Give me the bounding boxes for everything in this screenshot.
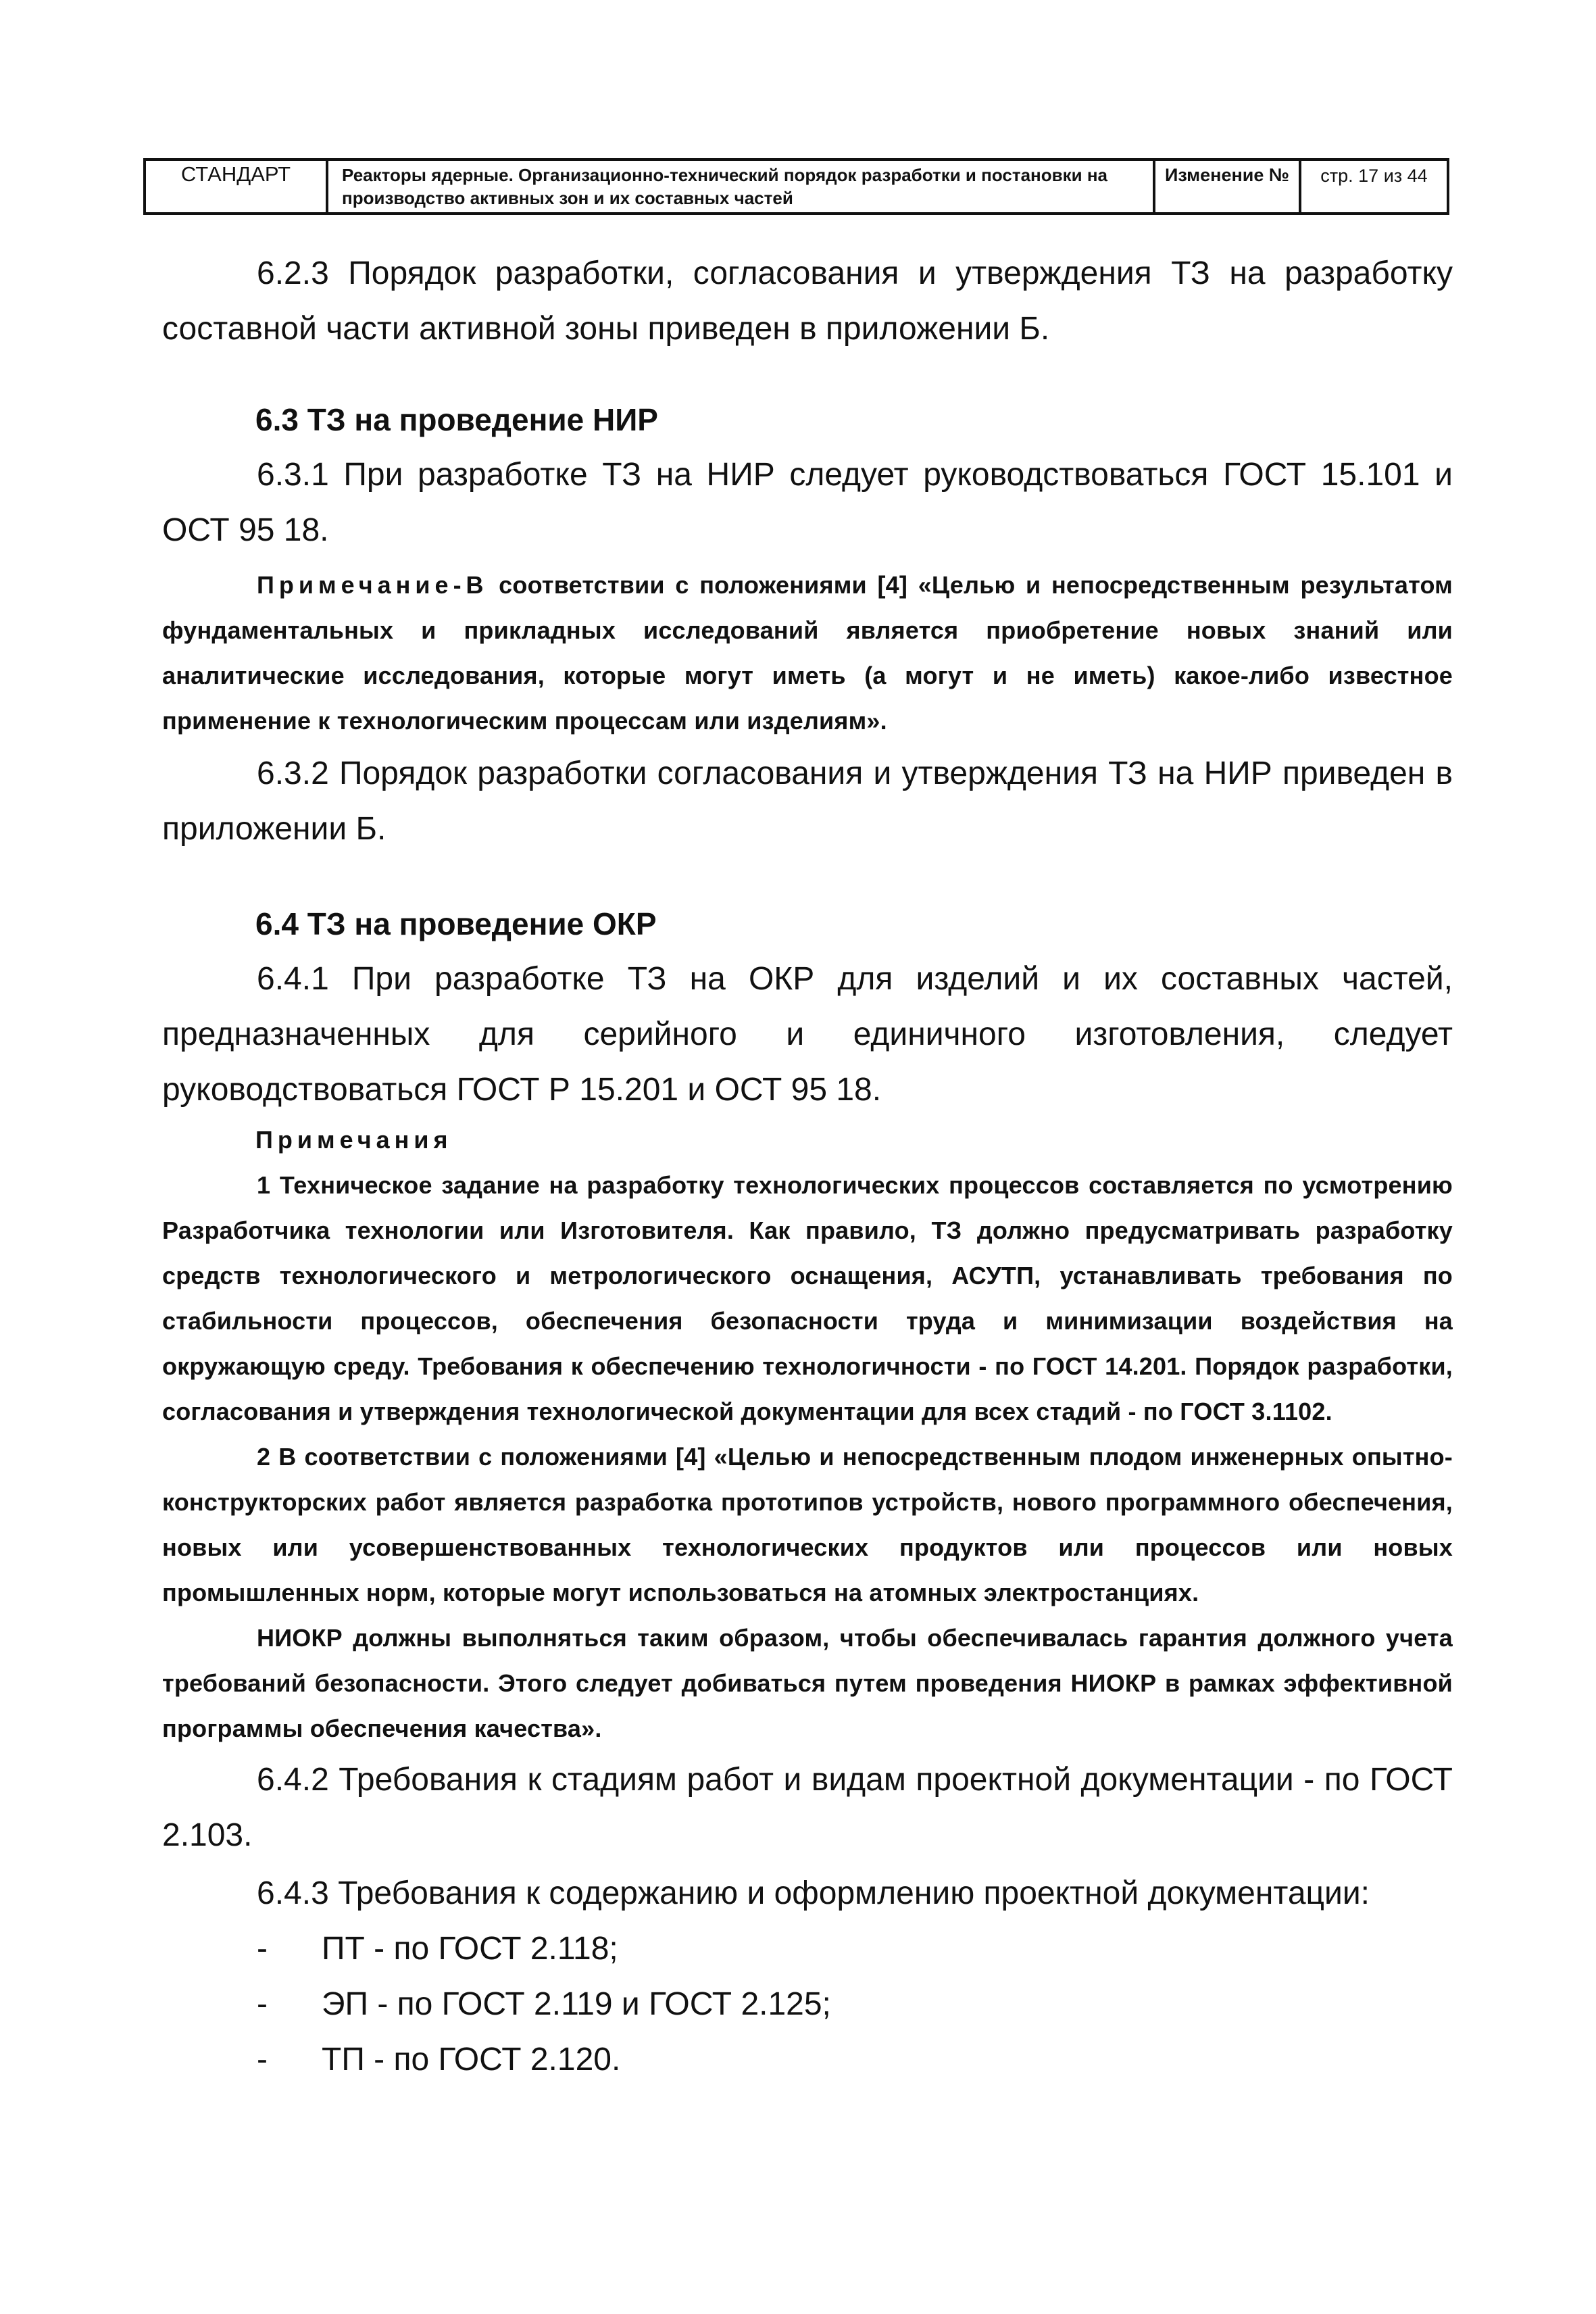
note-1: 1 Техническое задание на разработку технологических процессов составляется по усмотрению Разработчика технологии или Изготовителя. Как правило, ТЗ должно предусматривать разработку средств технологического и метрологического оснащения, АСУТП, устанавливать требования по стабильности процессов, обеспечения безопасности труда и минимизации воздействия на окружающую среду. Требования к обеспечению технологичности - по ГОСТ 14.201. Порядок разработки, согласования и утверждения технологической документации для всех стадий - по ГОСТ 3.1102. bbox=[162, 1171, 1453, 1425]
page-header-table bbox=[143, 158, 1449, 215]
list-dash: - bbox=[257, 1986, 268, 2022]
paragraph-6-4-2: 6.4.2 Требования к стадиям работ и видам проектной документации - по ГОСТ 2.103. bbox=[162, 1762, 1453, 1853]
section-heading-6-3: 6.3 ТЗ на проведение НИР bbox=[255, 402, 658, 437]
list-dash: - bbox=[257, 1931, 268, 1967]
paragraph-6-4-3: 6.4.3 Требования к содержанию и оформлению проектной документации: bbox=[257, 1875, 1370, 1911]
note-3: НИОКР должны выполняться таким образом, чтобы обеспечивалась гарантия должного учета требований безопасности. Этого следует добиваться путем проведения НИОКР в рамках эффективной программы обеспечения качества». bbox=[162, 1624, 1453, 1742]
note-6-3 bbox=[162, 562, 1453, 743]
list-item bbox=[162, 1977, 1453, 2032]
list-item-text: ПТ - по ГОСТ 2.118; bbox=[322, 1931, 618, 1967]
documentation-list bbox=[162, 1921, 1453, 2088]
header-document-title: Реакторы ядерные. Организационно-технический порядок разработки и постановки на производство активных зон и их составных частей bbox=[328, 161, 1155, 212]
note-2: 2 В соответствии с положениями [4] «Целью и непосредственным плодом инженерных опытно-конструкторских работ является разработка прототипов устройств, нового программного обеспечения, новых или усовершенствованных технологических продуктов или процессов или новых промышленных норм, которые могут использоваться на атомных электростанциях. bbox=[162, 1443, 1453, 1606]
paragraph-6-3-2: 6.3.2 Порядок разработки согласования и утверждения ТЗ на НИР приведен в приложении Б. bbox=[162, 756, 1453, 847]
header-standard: СТАНДАРТ bbox=[146, 161, 328, 212]
header-change-number: Изменение № bbox=[1155, 161, 1301, 212]
paragraph-6-2-3: 6.2.3 Порядок разработки, согласования и утверждения ТЗ на разработку составной части активной зоны приведен в приложении Б. bbox=[162, 255, 1453, 347]
list-item-text: ТП - по ГОСТ 2.120. bbox=[322, 2042, 621, 2077]
paragraph-6-4-1: 6.4.1 При разработке ТЗ на ОКР для изделий и их составных частей, предназначенных для серийного и единичного изготовления, следует руководствоваться ГОСТ Р 15.201 и ОСТ 95 18. bbox=[162, 961, 1453, 1108]
header-page-number: стр. 17 из 44 bbox=[1320, 166, 1428, 186]
list-dash: - bbox=[257, 2042, 268, 2077]
document-body bbox=[162, 246, 1453, 2088]
list-item bbox=[162, 2032, 1453, 2088]
list-item-text: ЭП - по ГОСТ 2.119 и ГОСТ 2.125; bbox=[322, 1986, 831, 2022]
paragraph-6-3-1: 6.3.1 При разработке ТЗ на НИР следует руководствоваться ГОСТ 15.101 и ОСТ 95 18. bbox=[162, 457, 1453, 548]
notes-heading: Примечания bbox=[255, 1126, 453, 1154]
note-text: соответствии с положениями [4] «Целью и непосредственным результатом фундаментальных и прикладных исследований является приобретение новых знаний или аналитические исследования, которые могут иметь (а могут и не иметь) какое-либо известное применение к технологическим процессам или изделиям». bbox=[162, 571, 1453, 735]
list-item bbox=[162, 1921, 1453, 1977]
note-label: Примечание-В bbox=[257, 571, 489, 599]
section-heading-6-4: 6.4 ТЗ на проведение ОКР bbox=[255, 906, 657, 941]
